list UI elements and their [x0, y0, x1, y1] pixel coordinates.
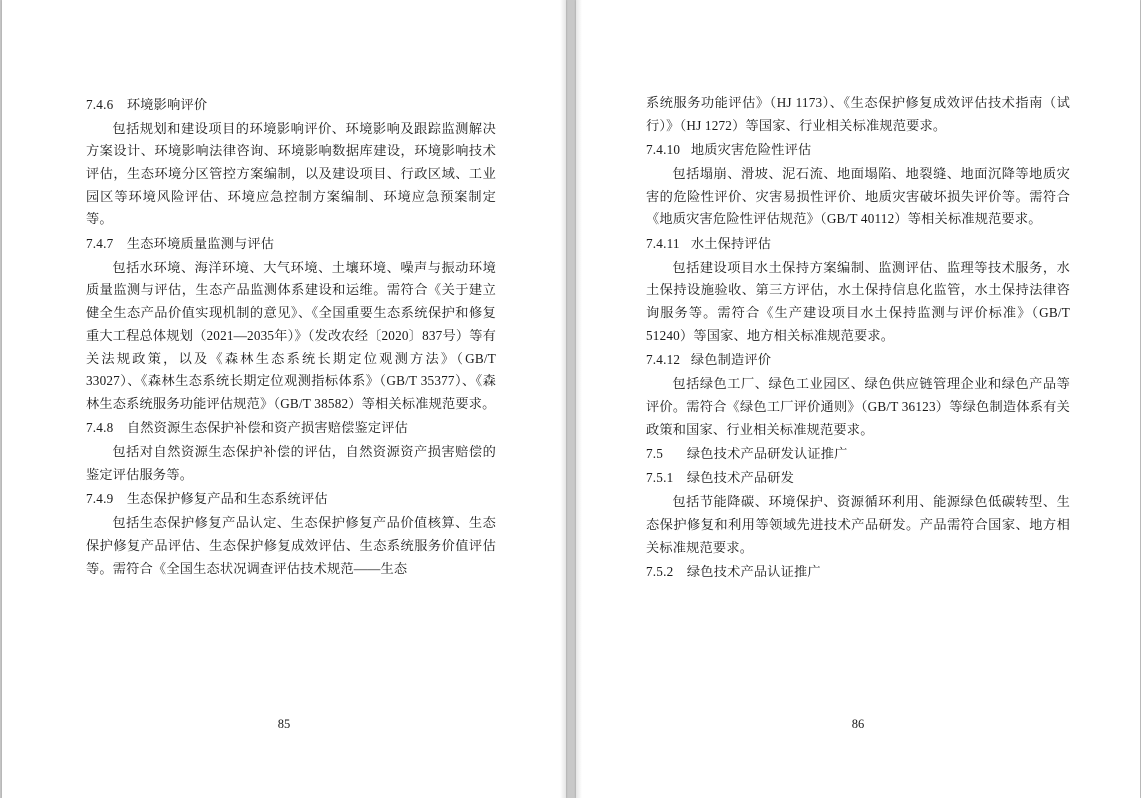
- section-heading: [646, 139, 1070, 162]
- section-title: 水土保持评估: [690, 235, 772, 251]
- section-title: 生态环境质量监测与评估: [126, 235, 275, 251]
- section-title: 自然资源生态保护补偿和资产损害赔偿鉴定评估: [126, 420, 409, 436]
- gutter-shadow: [576, 0, 582, 798]
- paragraph: 包括对自然资源生态保护补偿的评估，自然资源资产损害赔偿的鉴定评估服务等。: [86, 444, 496, 482]
- section-title: 绿色技术产品研发: [686, 470, 795, 486]
- paragraph: 包括规划和建设项目的环境影响评价、环境影响及跟踪监测解决方案设计、环境影响法律咨询、环境影响数据库建设，环境影响技术评估，生态环境分区管控方案编制，以及建设项目、行政区域、工业园区等环境风险评估、环境应急控制方案编制、环境应急预案制定等。: [86, 120, 496, 227]
- section-number: 7.4.8: [86, 420, 114, 436]
- page-left-content: [86, 92, 496, 702]
- gutter-shadow: [560, 0, 566, 798]
- section-number: 7.5: [646, 445, 664, 461]
- section-heading: [86, 233, 496, 256]
- section-heading: [86, 94, 496, 117]
- page-number: 85: [277, 717, 291, 731]
- section-heading: [86, 488, 496, 511]
- section-number: 7.4.10: [646, 141, 681, 157]
- paragraph: 包括水环境、海洋环境、大气环境、土壤环境、噪声与振动环境质量监测与评估，生态产品监测体系建设和运维。需符合《关于建立健全生态产品价值实现机制的意见》、《全国重要生态系统保护和修复重大工程总体规划（2021—2035年）》（发改农经〔2020〕837号）等有关法规政策，以及《森林生态系统长期定位观测方法》（GB/T 33027）、《森林生态系统长期定位观测指标体系》（GB/T 35377）、《森林生态系统服务功能评估规范》（GB/T 38582）等相关标准规范要求。: [86, 259, 497, 411]
- section-title: 绿色制造评价: [690, 352, 772, 368]
- section-number: 7.4.6: [86, 96, 114, 112]
- paragraph-continued: 系统服务功能评估》（HJ 1173）、《生态保护修复成效评估技术指南（试行）》（HJ 1272）等国家、行业相关标准规范要求。: [646, 95, 1070, 133]
- paragraph: 包括建设项目水土保持方案编制、监测评估、监理等技术服务，水土保持设施验收、第三方评估，水土保持信息化监管，水土保持法律咨询服务等。需符合《生产建设项目水土保持监测与评价标准》（GB/T 51240）等国家、地方相关标准规范要求。: [646, 259, 1070, 343]
- section-title: 环境影响评价: [126, 96, 208, 112]
- paragraph: 包括绿色工厂、绿色工业园区、绿色供应链管理企业和绿色产品等评价。需符合《绿色工厂评价通则》（GB/T 36123）等绿色制造体系有关政策和国家、行业相关标准规范要求。: [646, 376, 1070, 437]
- section-number: 7.4.9: [86, 491, 114, 507]
- section-title: 绿色技术产品认证推广: [686, 563, 821, 579]
- section-title: 地质灾害危险性评估: [690, 141, 812, 157]
- section-heading: [646, 349, 1070, 372]
- section-heading: [646, 561, 1070, 584]
- section-title: 绿色技术产品研发认证推广: [686, 445, 848, 461]
- page-right: [576, 0, 1140, 798]
- paragraph: 包括生态保护修复产品认定、生态保护修复产品价值核算、生态保护修复产品评估、生态保护修复成效评估、生态系统服务价值评估等。需符合《全国生态状况调查评估技术规范——生态: [86, 515, 496, 576]
- section-number: 7.4.12: [646, 352, 681, 368]
- section-heading: [646, 443, 1070, 466]
- section-heading: [646, 467, 1070, 490]
- section-title: 生态保护修复产品和生态系统评估: [126, 491, 328, 507]
- section-heading: [646, 233, 1070, 256]
- section-number: 7.5.1: [646, 470, 674, 486]
- section-heading: [86, 417, 496, 440]
- page-left: [2, 0, 566, 798]
- section-number: 7.5.2: [646, 563, 674, 579]
- section-number: 7.4.7: [86, 235, 114, 251]
- page-right-content: [646, 92, 1070, 702]
- page-number: 86: [851, 717, 865, 731]
- paragraph: 包括塌崩、滑坡、泥石流、地面塌陷、地裂缝、地面沉降等地质灾害的危险性评价、灾害易损性评价、地质灾害破坏损失评价等。需符合《地质灾害危险性评估规范》（GB/T 40112）等相关标准规范要求。: [646, 166, 1070, 227]
- paragraph: 包括节能降碳、环境保护、资源循环利用、能源绿色低碳转型、生态保护修复和利用等领域先进技术产品研发。产品需符合国家、地方相关标准规范要求。: [646, 494, 1070, 555]
- section-number: 7.4.11: [646, 235, 680, 251]
